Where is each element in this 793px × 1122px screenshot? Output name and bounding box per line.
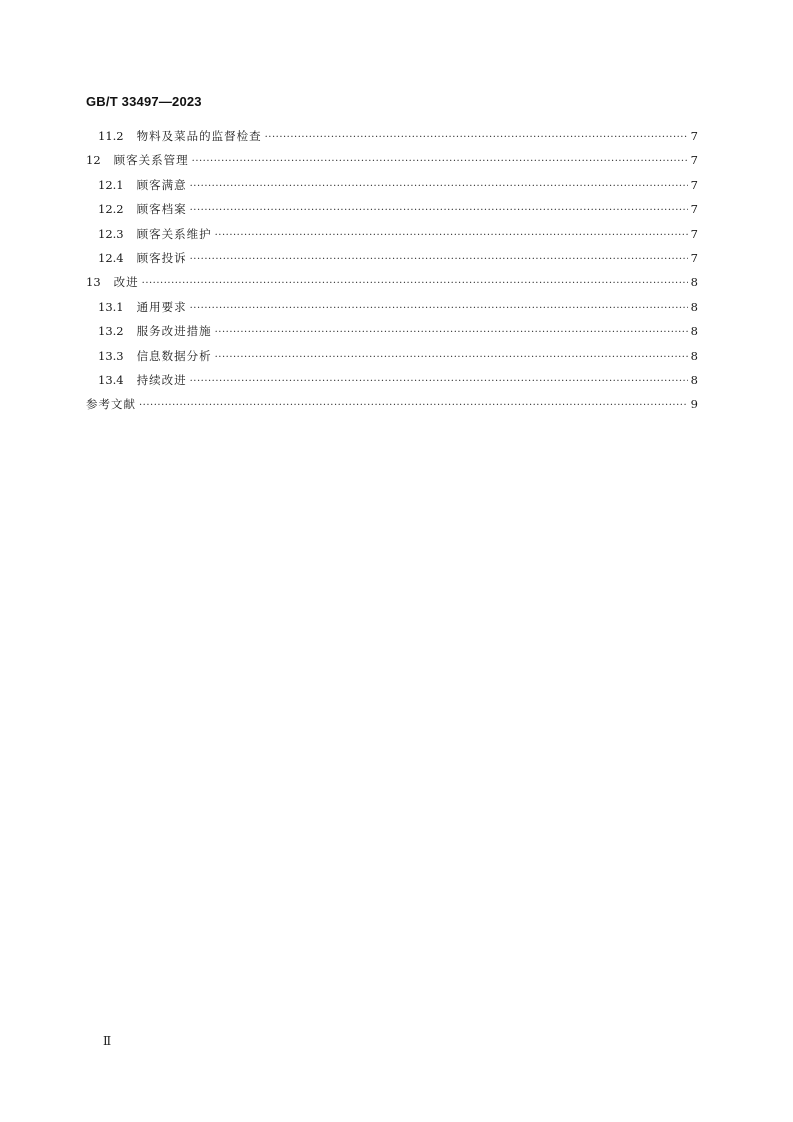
toc-entry-number: 12 — [86, 153, 101, 168]
toc-entry[interactable] — [86, 128, 698, 152]
toc-entry-title: 改进 — [113, 275, 139, 290]
toc-leader-dots — [265, 132, 688, 143]
toc-entry[interactable] — [86, 177, 698, 201]
toc-entry-page: 7 — [690, 250, 698, 265]
toc-entry-number: 12.3 — [98, 226, 124, 241]
toc-entry-page: 8 — [690, 275, 698, 290]
toc-entry[interactable] — [86, 372, 698, 396]
toc-entry-page: 8 — [690, 348, 698, 363]
toc-leader-dots — [215, 352, 688, 363]
toc-entry-number: 13.3 — [98, 348, 124, 363]
toc-entry-number: 13.1 — [98, 299, 124, 314]
toc-entry-page: 7 — [690, 202, 698, 217]
toc-entry[interactable] — [86, 226, 698, 250]
toc-leader-dots — [190, 254, 688, 265]
toc-entry-number: 13.2 — [98, 324, 124, 339]
toc-entry-page: 7 — [690, 177, 698, 192]
toc-entry-references[interactable] — [86, 396, 698, 420]
toc-entry-number: 13.4 — [98, 372, 124, 387]
page-number-footer: Ⅱ — [103, 1034, 112, 1048]
toc-entry[interactable] — [86, 152, 698, 176]
toc-leader-dots — [190, 376, 688, 387]
toc-entry-title: 服务改进措施 — [136, 324, 212, 339]
standard-code-header: GB/T 33497—2023 — [86, 94, 202, 109]
toc-leader-dots — [142, 278, 688, 289]
toc-entry-number: 11.2 — [98, 129, 124, 143]
toc-entry-number: 12.2 — [98, 202, 124, 217]
toc-entry-number: 13 — [86, 275, 101, 290]
toc-entry-title: 顾客关系管理 — [113, 153, 189, 168]
toc-leader-dots — [190, 303, 688, 314]
toc-entry[interactable] — [86, 299, 698, 323]
toc-entry-page: 8 — [690, 372, 698, 387]
toc-entry-number: 12.1 — [98, 177, 124, 192]
toc-entry-page: 7 — [690, 153, 698, 168]
toc-entry-page: 7 — [690, 129, 698, 143]
toc-entry-number: 12.4 — [98, 250, 124, 265]
toc-leader-dots — [215, 230, 688, 241]
toc-entry-page: 7 — [690, 226, 698, 241]
toc-entry-page: 8 — [690, 324, 698, 339]
toc-entry-title: 顾客满意 — [136, 177, 187, 192]
toc-entry[interactable] — [86, 250, 698, 274]
table-of-contents — [86, 128, 698, 421]
toc-entry-page: 8 — [690, 299, 698, 314]
toc-leader-dots — [139, 400, 688, 411]
toc-entry[interactable] — [86, 323, 698, 347]
toc-leader-dots — [192, 156, 688, 167]
toc-entry-title: 通用要求 — [136, 299, 187, 314]
toc-leader-dots — [190, 205, 688, 216]
toc-entry-title: 持续改进 — [136, 372, 187, 387]
toc-entry-title: 顾客关系维护 — [136, 226, 212, 241]
toc-leader-dots — [190, 181, 688, 192]
toc-entry-title: 参考文献 — [86, 397, 136, 412]
toc-entry-page: 9 — [690, 397, 698, 412]
toc-entry[interactable] — [86, 348, 698, 372]
toc-entry-title: 顾客档案 — [136, 202, 187, 217]
toc-leader-dots — [215, 327, 688, 338]
toc-entry-title: 信息数据分析 — [136, 348, 212, 363]
toc-entry-title: 顾客投诉 — [136, 250, 187, 265]
toc-entry[interactable] — [86, 274, 698, 298]
toc-entry-title: 物料及菜品的监督检查 — [136, 129, 262, 143]
toc-entry[interactable] — [86, 201, 698, 225]
